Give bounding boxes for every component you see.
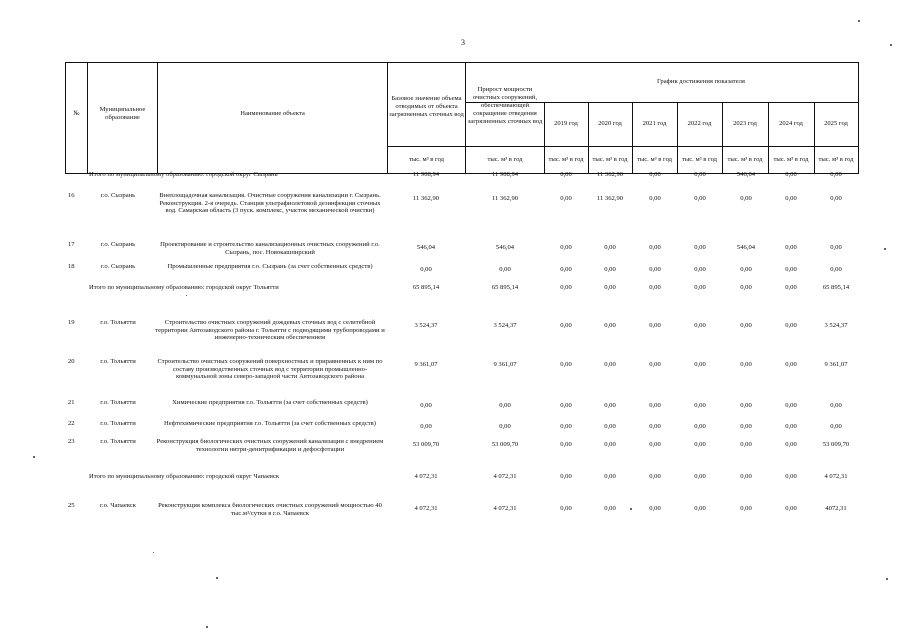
row-municipality: г.о. Тольятти xyxy=(100,399,136,406)
scan-speck xyxy=(33,456,35,458)
scan-speck xyxy=(153,552,154,553)
total-label: Итого по муниципальному образованию: городской округ Чапаевск xyxy=(89,473,280,480)
row-object-name: Строительство очистных сооружений дождевых сточных вод с селитебной территории Автозаводского района г. Тольятти с подводящими трубопроводами и инженерно-техническим обеспечением xyxy=(155,319,385,342)
row-year-2025-value: 4072,31 xyxy=(825,505,847,512)
row-base-value: 53 009,70 xyxy=(412,441,440,448)
row-year-2024-value: 0,00 xyxy=(785,171,797,178)
row-year-2022-value: 0,00 xyxy=(694,423,706,430)
col-base-header: Базовое значение объема отводимых от объекта загрязненных сточных вод xyxy=(389,95,464,118)
unit-2019: тыс. м³ в год xyxy=(548,155,584,163)
row-number: 19 xyxy=(68,319,75,326)
row-municipality: г.о. Тольятти xyxy=(100,358,136,365)
row-year-2023-value: 0,00 xyxy=(740,284,752,291)
row-year-2020-value: 0,00 xyxy=(604,505,616,512)
unit-2021: тыс. м³ в год xyxy=(636,155,673,163)
row-base-value: 11 908,94 xyxy=(412,171,440,178)
row-increase-value: 546,04 xyxy=(495,244,515,251)
row-year-2023-value: 0,00 xyxy=(740,423,752,430)
unit-2024: тыс. м³ в год xyxy=(773,155,809,163)
row-base-value: 0,00 xyxy=(420,266,432,273)
unit-2022: тыс. м³ в год xyxy=(681,155,718,163)
row-object-name: Промышленные предприятия г.о. Сызрань (за счет собственных средств) xyxy=(167,263,373,270)
row-base-value: 3 524,37 xyxy=(414,322,438,329)
row-year-2024-value: 0,00 xyxy=(785,441,797,448)
row-year-2023-value: 0,00 xyxy=(740,473,752,480)
row-year-2024-value: 0,00 xyxy=(785,473,797,480)
row-year-2023-value: 0,00 xyxy=(740,266,752,273)
row-year-2023-value: 0,00 xyxy=(740,441,752,448)
row-year-2025-value: 0,00 xyxy=(830,266,842,273)
row-year-2025-value: 0,00 xyxy=(830,171,842,178)
row-increase-value: 0,00 xyxy=(499,402,511,409)
row-year-2019-value: 0,00 xyxy=(560,195,572,202)
row-municipality: г.о. Сызрань xyxy=(100,192,136,199)
row-year-2022-value: 0,00 xyxy=(694,505,706,512)
row-year-2025-value: 3 524,37 xyxy=(824,322,848,329)
scan-speck xyxy=(884,248,886,250)
row-increase-value: 11 908,94 xyxy=(491,171,519,178)
row-year-2021-value: 0,00 xyxy=(649,361,661,368)
row-year-2021-value: 0,00 xyxy=(649,473,661,480)
row-year-2024-value: 0,00 xyxy=(785,361,797,368)
row-number: 17 xyxy=(68,241,75,248)
col-schedule-header: График достижения показателя xyxy=(657,78,745,85)
row-year-2024-value: 0,00 xyxy=(785,266,797,273)
row-number: 22 xyxy=(68,420,75,427)
row-increase-value: 3 524,37 xyxy=(493,322,517,329)
row-year-2020-value: 0,00 xyxy=(604,473,616,480)
row-municipality: г.о. Сызрань xyxy=(100,263,136,270)
row-year-2022-value: 0,00 xyxy=(694,284,706,291)
row-number: 25 xyxy=(68,502,75,509)
row-year-2024-value: 0,00 xyxy=(785,195,797,202)
row-municipality: г.о. Тольятти xyxy=(100,420,136,427)
page-number: 3 xyxy=(461,38,465,47)
row-year-2021-value: 0,00 xyxy=(649,441,661,448)
row-number: 16 xyxy=(68,192,75,199)
scan-speck xyxy=(630,508,632,510)
scan-speck xyxy=(216,577,218,579)
row-year-2021-value: 0,00 xyxy=(649,402,661,409)
row-year-2019-value: 0,00 xyxy=(560,361,572,368)
row-year-2020-value: 11 362,90 xyxy=(596,171,624,178)
row-year-2023-value: 546,04 xyxy=(736,171,756,178)
row-number: 20 xyxy=(68,358,75,365)
row-year-2023-value: 0,00 xyxy=(740,195,752,202)
year-2022-header: 2022 год xyxy=(687,120,712,127)
row-object-name: Нефтехимические предприятия г.о. Тольятти (за счет собственных средств) xyxy=(164,420,376,427)
row-year-2024-value: 0,00 xyxy=(785,423,797,430)
row-year-2020-value: 0,00 xyxy=(604,284,616,291)
row-year-2025-value: 0,00 xyxy=(830,402,842,409)
row-year-2020-value: 0,00 xyxy=(604,322,616,329)
row-object-name: Проектирование и строительство канализационных очистных сооружений г.о. Сызрань, пос. Новокашпирский xyxy=(160,241,380,256)
row-year-2021-value: 0,00 xyxy=(649,244,661,251)
row-year-2025-value: 4 072,31 xyxy=(824,473,848,480)
scan-speck xyxy=(886,578,888,580)
row-year-2019-value: 0,00 xyxy=(560,423,572,430)
scan-speck xyxy=(890,44,892,46)
row-year-2024-value: 0,00 xyxy=(785,284,797,291)
row-year-2022-value: 0,00 xyxy=(694,266,706,273)
row-increase-value: 11 362,90 xyxy=(491,195,519,202)
row-object-name: Химические предприятия г.о. Тольятти (за счет собственных средств) xyxy=(172,399,368,406)
row-year-2025-value: 53 009,70 xyxy=(822,441,850,448)
col-increase-header: Прирост мощности очистных сооружений, обеспечивающей сокращение отведения загрязненных сточных вод xyxy=(467,86,543,125)
unit-increase: тыс. м³ в год xyxy=(487,155,523,163)
row-year-2023-value: 0,00 xyxy=(740,505,752,512)
col-municipality-header: Муниципальное образование xyxy=(99,106,146,121)
row-year-2022-value: 0,00 xyxy=(694,441,706,448)
row-year-2019-value: 0,00 xyxy=(560,441,572,448)
row-year-2019-value: 0,00 xyxy=(560,473,572,480)
row-year-2020-value: 0,00 xyxy=(604,402,616,409)
row-year-2021-value: 0,00 xyxy=(649,266,661,273)
row-base-value: 65 895,14 xyxy=(412,284,440,291)
row-year-2025-value: 0,00 xyxy=(830,195,842,202)
row-municipality: г.о. Чапаевск xyxy=(100,502,136,509)
row-year-2025-value: 0,00 xyxy=(830,423,842,430)
scan-speck xyxy=(186,295,187,296)
row-year-2020-value: 0,00 xyxy=(604,244,616,251)
row-year-2024-value: 0,00 xyxy=(785,505,797,512)
row-year-2019-value: 0,00 xyxy=(560,266,572,273)
col-no-header: № xyxy=(73,110,80,117)
scan-speck xyxy=(206,626,208,628)
row-year-2021-value: 0,00 xyxy=(649,423,661,430)
scan-speck xyxy=(858,20,860,22)
row-year-2022-value: 0,00 xyxy=(694,171,706,178)
row-object-name: Строительство очистных сооружений поверхностных и приравненных к ним по составу производственных сточных вод с территории промышленно-коммунальной зоны северо-западной части Автозаводского района xyxy=(157,358,383,381)
row-year-2022-value: 0,00 xyxy=(694,244,706,251)
row-increase-value: 65 895,14 xyxy=(491,284,519,291)
year-2019-header: 2019 год xyxy=(554,120,578,127)
row-year-2021-value: 0,00 xyxy=(649,284,661,291)
row-base-value: 9 361,07 xyxy=(414,361,438,368)
row-year-2025-value: 0,00 xyxy=(830,244,842,251)
row-year-2025-value: 65 895,14 xyxy=(822,284,850,291)
row-year-2019-value: 0,00 xyxy=(560,505,572,512)
row-year-2022-value: 0,00 xyxy=(694,322,706,329)
row-increase-value: 53 009,70 xyxy=(491,441,519,448)
row-object-name: Внеплощадочная канализация. Очистные сооружения канализации г. Сызрань. Реконструкция. 2-я очередь. Станция ультрафиолетовой дезинфекции сточных вод. Самарская область (3 пуск. комплекс, участок механической очистки) xyxy=(159,192,381,215)
row-base-value: 0,00 xyxy=(420,402,432,409)
total-label: Итого по муниципальному образованию: городской округ Тольятти xyxy=(89,284,279,291)
row-year-2019-value: 0,00 xyxy=(560,284,572,291)
row-year-2019-value: 0,00 xyxy=(560,244,572,251)
row-year-2021-value: 0,00 xyxy=(649,322,661,329)
row-year-2020-value: 0,00 xyxy=(604,441,616,448)
row-year-2024-value: 0,00 xyxy=(785,244,797,251)
row-year-2024-value: 0,00 xyxy=(785,322,797,329)
row-year-2019-value: 0,00 xyxy=(560,322,572,329)
row-increase-value: 0,00 xyxy=(499,423,511,430)
row-year-2025-value: 9 361,07 xyxy=(824,361,848,368)
col-object-header: Наименование объекта xyxy=(240,110,305,117)
table-header xyxy=(65,62,859,174)
row-increase-value: 0,00 xyxy=(499,266,511,273)
row-municipality: г.о. Тольятти xyxy=(100,438,136,445)
unit-2025: тыс. м³ в год xyxy=(818,155,854,163)
row-year-2020-value: 0,00 xyxy=(604,361,616,368)
row-year-2022-value: 0,00 xyxy=(694,195,706,202)
row-year-2021-value: 0,00 xyxy=(649,505,661,512)
row-base-value: 4 072,31 xyxy=(414,473,438,480)
row-object-name: Реконструкция биологических очистных сооружений канализации с внедрением технологии нитри-денитрификации и дефосфотации xyxy=(156,438,384,453)
unit-base: тыс. м³ в год xyxy=(408,155,445,163)
unit-2023: тыс. м³ в год xyxy=(727,155,763,163)
row-base-value: 11 362,90 xyxy=(412,195,440,202)
row-number: 23 xyxy=(68,438,75,445)
row-municipality: г.о. Тольятти xyxy=(100,319,136,326)
year-2021-header: 2021 год xyxy=(642,120,667,127)
row-number: 18 xyxy=(68,263,75,270)
row-base-value: 546,04 xyxy=(416,244,436,251)
year-2024-header: 2024 год xyxy=(779,120,803,127)
row-year-2020-value: 11 362,90 xyxy=(596,195,624,202)
row-year-2019-value: 0,00 xyxy=(560,171,572,178)
row-number: 21 xyxy=(68,399,75,406)
row-base-value: 0,00 xyxy=(420,423,432,430)
row-year-2020-value: 0,00 xyxy=(604,423,616,430)
row-increase-value: 4 072,31 xyxy=(493,473,517,480)
total-label: Итого по муниципальному образованию: городской округ Сызрань xyxy=(89,171,278,178)
row-year-2022-value: 0,00 xyxy=(694,402,706,409)
year-2025-header: 2025 год xyxy=(824,120,848,127)
row-base-value: 4 072,31 xyxy=(414,505,438,512)
row-year-2023-value: 0,00 xyxy=(740,322,752,329)
year-2023-header: 2023 год xyxy=(733,120,757,127)
row-year-2023-value: 0,00 xyxy=(740,361,752,368)
row-year-2019-value: 0,00 xyxy=(560,402,572,409)
year-2020-header: 2020 год xyxy=(598,120,622,127)
row-year-2023-value: 546,04 xyxy=(736,244,756,251)
row-year-2021-value: 0,00 xyxy=(649,171,661,178)
row-year-2024-value: 0,00 xyxy=(785,402,797,409)
row-year-2021-value: 0,00 xyxy=(649,195,661,202)
row-municipality: г.о. Сызрань xyxy=(100,241,136,248)
row-object-name: Реконструкция комплекса биологических очистных сооружений мощностью 40 тыс.м³/сутки в г.о. Чапаевск xyxy=(158,502,382,517)
unit-2020: тыс. м³ в год xyxy=(592,155,628,163)
row-year-2023-value: 0,00 xyxy=(740,402,752,409)
row-year-2022-value: 0,00 xyxy=(694,473,706,480)
row-increase-value: 9 361,07 xyxy=(493,361,517,368)
row-increase-value: 4 072,31 xyxy=(493,505,517,512)
row-year-2020-value: 0,00 xyxy=(604,266,616,273)
row-year-2022-value: 0,00 xyxy=(694,361,706,368)
